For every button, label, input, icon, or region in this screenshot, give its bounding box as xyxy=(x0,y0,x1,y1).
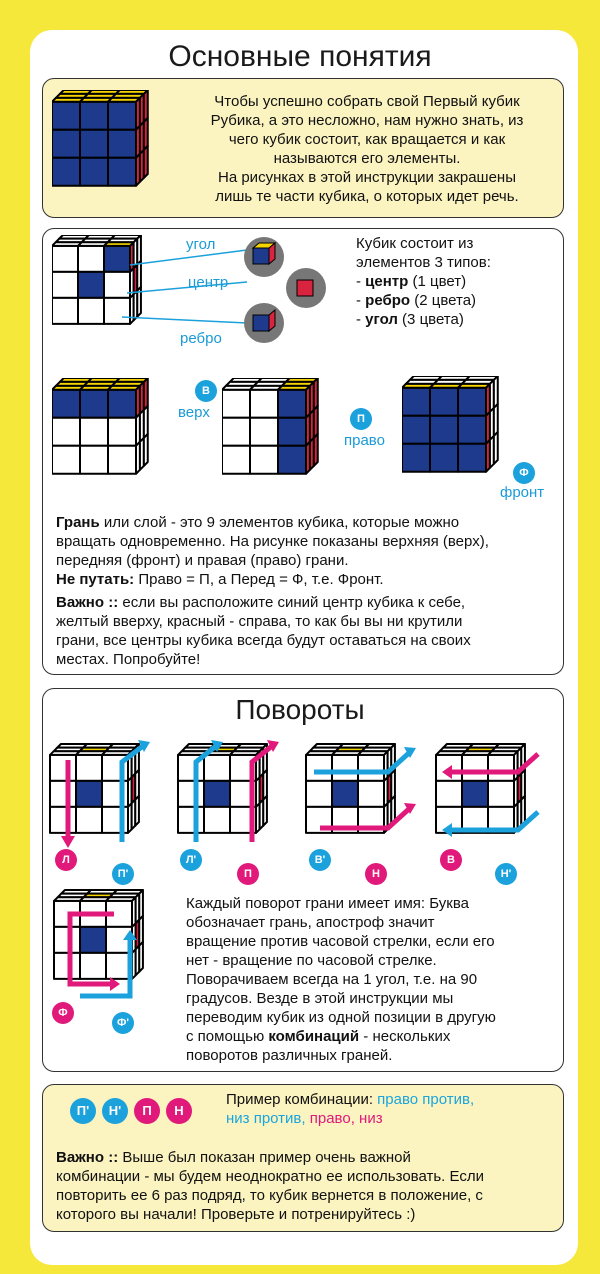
cube-sticker xyxy=(104,298,130,324)
edge-piece-blue xyxy=(253,315,269,331)
cube-sticker xyxy=(54,927,80,953)
cube-sticker xyxy=(458,388,486,416)
full-cube-illustration xyxy=(52,90,170,212)
cube-sticker xyxy=(204,807,230,833)
cube-sticker xyxy=(108,158,136,186)
cube-sticker xyxy=(222,390,250,418)
page-title: Основные понятия xyxy=(168,40,432,73)
cube-sticker xyxy=(50,755,76,781)
example-badge-p-prime: П' xyxy=(70,1098,96,1124)
cube-sticker xyxy=(488,781,514,807)
cube-sticker xyxy=(50,781,76,807)
cube-sticker xyxy=(50,807,76,833)
cube-sticker xyxy=(250,418,278,446)
cube-sticker xyxy=(54,953,80,979)
cube-sticker xyxy=(430,388,458,416)
cube-sticker xyxy=(314,406,318,438)
cube-sticker xyxy=(104,246,130,272)
badge-b: В xyxy=(440,849,462,871)
cube-sticker xyxy=(80,98,112,102)
cube-sticker xyxy=(204,755,230,781)
top-face-badge: В xyxy=(195,380,217,402)
cube-sticker xyxy=(402,384,434,388)
cube-sticker xyxy=(78,298,104,324)
cube-sticker xyxy=(402,416,430,444)
example-important-text: Важно :: Выше был показан пример очень важной комбинации - мы будем неоднократно ее использовать. Если повторить ее 6 раз подряд, то кубик вернется в положение, с которого вы начали! Проверьте и потренируйтесь :) xyxy=(56,1149,484,1223)
edge-label: ребро xyxy=(180,330,222,347)
cube-sticker xyxy=(52,98,84,102)
cube-sticker xyxy=(108,98,140,102)
cube-sticker xyxy=(52,272,78,298)
cube-sticker xyxy=(306,781,332,807)
cube-sticker xyxy=(80,102,108,130)
cube-sticker xyxy=(52,102,80,130)
cube-sticker xyxy=(108,386,140,390)
cube-sticker xyxy=(80,390,108,418)
example-label: Пример комбинации: право против, низ против, право, низ xyxy=(226,1091,475,1127)
badge-f: Ф xyxy=(52,1002,74,1024)
cube-sticker xyxy=(204,781,230,807)
cube-sticker xyxy=(436,781,462,807)
cube-sticker xyxy=(108,418,136,446)
corner-piece-blue xyxy=(253,248,269,264)
cube-sticker xyxy=(80,446,108,474)
cube-sticker xyxy=(80,130,108,158)
cube-sticker xyxy=(80,418,108,446)
cube-sticker xyxy=(52,246,78,272)
cube-sticker xyxy=(222,446,250,474)
cube-sticker xyxy=(108,390,136,418)
cube-sticker xyxy=(135,796,139,826)
badge-h: Н xyxy=(365,863,387,885)
cube-sticker xyxy=(402,444,430,472)
cube-sticker xyxy=(430,444,458,472)
cube-sticker xyxy=(144,378,148,410)
cube-sticker xyxy=(250,390,278,418)
faces-text: Грань или слой - это 9 элементов кубика, которые можно вращать одновременно. На рисунке показаны верхняя (верх), передняя (фронт) и правая (право) грани. Не путать: Право = П, а Перед = Ф, т.е. Фронт. Важно :: если вы расположите синий центр кубика к себе, желтый вверху, красный - справа, то как бы вы ни крутили грани, все центры кубика всегда будут оставаться на своих местах. Попробуйте! xyxy=(56,514,489,668)
cube-sticker xyxy=(402,388,430,416)
badge-l: Л xyxy=(55,849,77,871)
badge-l-prime: Л' xyxy=(180,849,202,871)
cube-sticker xyxy=(76,755,102,781)
cube-sticker xyxy=(52,386,84,390)
cube-sticker xyxy=(314,378,318,410)
front-face-label: фронт xyxy=(500,484,545,501)
cube-sticker xyxy=(250,446,278,474)
cube-sticker xyxy=(314,434,318,466)
cube-sticker xyxy=(76,781,102,807)
cube-sticker xyxy=(80,927,106,953)
cube-sticker xyxy=(462,755,488,781)
cube-sticker xyxy=(108,130,136,158)
cube-sticker xyxy=(52,158,80,186)
badge-b-prime: В' xyxy=(309,849,331,871)
example-badge-h: Н xyxy=(166,1098,192,1124)
badge-h-prime: Н' xyxy=(495,863,517,885)
cube-sticker xyxy=(144,146,148,178)
cube-sticker xyxy=(358,755,384,781)
cube-sticker xyxy=(108,102,136,130)
cube-sticker xyxy=(263,796,267,826)
cube-sticker xyxy=(494,376,498,408)
cube-sticker xyxy=(108,446,136,474)
badge-f-prime: Ф' xyxy=(112,1012,134,1034)
cube-sticker xyxy=(462,781,488,807)
cube-sticker xyxy=(52,130,80,158)
cube-sticker xyxy=(80,386,112,390)
cube-sticker xyxy=(144,406,148,438)
cube-sticker xyxy=(278,386,310,390)
cube-sticker xyxy=(52,446,80,474)
cube-sticker xyxy=(222,418,250,446)
cube-sticker xyxy=(488,755,514,781)
cube-sticker xyxy=(144,434,148,466)
cube-sticker xyxy=(358,781,384,807)
cube-sticker xyxy=(458,444,486,472)
cube-sticker xyxy=(144,90,148,122)
edge-pointer xyxy=(122,317,247,323)
intro-text: Чтобы успешно собрать свой Первый кубик Рубика, а это несложно, нам нужно знать, из чего кубик состоит, как вращается и как называются его элементы. На рисунках в этой инструкции закрашены лишь те части кубика, о которых идет речь. xyxy=(210,93,524,205)
cube-sticker xyxy=(494,404,498,436)
cube-sticker xyxy=(178,781,204,807)
cube-sticker xyxy=(306,755,332,781)
right-face-label: право xyxy=(344,432,385,449)
cube-sticker xyxy=(332,781,358,807)
turns-title: Повороты xyxy=(235,694,365,725)
cube-sticker xyxy=(144,118,148,150)
front-face-cube xyxy=(402,376,522,498)
cube-sticker xyxy=(139,942,143,972)
turns-text: Каждый поворот грани имеет имя: Буква обозначает грань, апостроф значит вращение против часовой стрелки, если его нет - вращение по часовой стрелке. Поворачиваем всегда на 1 угол, т.е. на 90 градусов. Везде в этой инструкции мы переводим кубик из одной позиции в другую с помощью комбинаций - нескольких поворотов различных граней. xyxy=(186,895,496,1064)
cube-sticker xyxy=(494,432,498,464)
cube-sticker xyxy=(222,386,254,390)
cube-sticker xyxy=(80,953,106,979)
badge-p: П xyxy=(237,863,259,885)
element-types-text: Кубик состоит из элементов 3 типов: - центр (1 цвет) - ребро (2 цвета) - угол (3 цвета) xyxy=(356,235,491,328)
cube-sticker xyxy=(458,384,490,388)
example-badge-p: П xyxy=(134,1098,160,1124)
cube-sticker xyxy=(278,446,306,474)
center-pointer xyxy=(127,282,247,293)
cube-sticker xyxy=(430,416,458,444)
front-face-badge: Ф xyxy=(513,462,535,484)
turns-illustrations xyxy=(48,732,558,882)
cube-sticker xyxy=(278,390,306,418)
right-face-cube xyxy=(222,378,342,500)
corner-label: угол xyxy=(186,236,216,253)
cube-sticker xyxy=(430,384,462,388)
cube-sticker xyxy=(458,416,486,444)
cube-sticker xyxy=(52,390,80,418)
badge-p-prime: П' xyxy=(112,863,134,885)
cube-sticker xyxy=(78,246,104,272)
center-label: центр xyxy=(188,274,229,291)
cube-sticker xyxy=(80,158,108,186)
example-badge-h-prime: Н' xyxy=(102,1098,128,1124)
cube-sticker xyxy=(332,755,358,781)
center-piece-red xyxy=(297,280,313,296)
top-face-cube xyxy=(52,378,172,500)
right-face-badge: П xyxy=(350,408,372,430)
cube-sticker xyxy=(78,272,104,298)
cube-sticker xyxy=(250,386,282,390)
cube-sticker xyxy=(52,418,80,446)
cube-sticker xyxy=(52,298,78,324)
cube-sticker xyxy=(104,272,130,298)
cube-sticker xyxy=(178,807,204,833)
cube-sticker xyxy=(278,418,306,446)
cube-sticker xyxy=(76,807,102,833)
top-face-label: верх xyxy=(178,404,210,421)
